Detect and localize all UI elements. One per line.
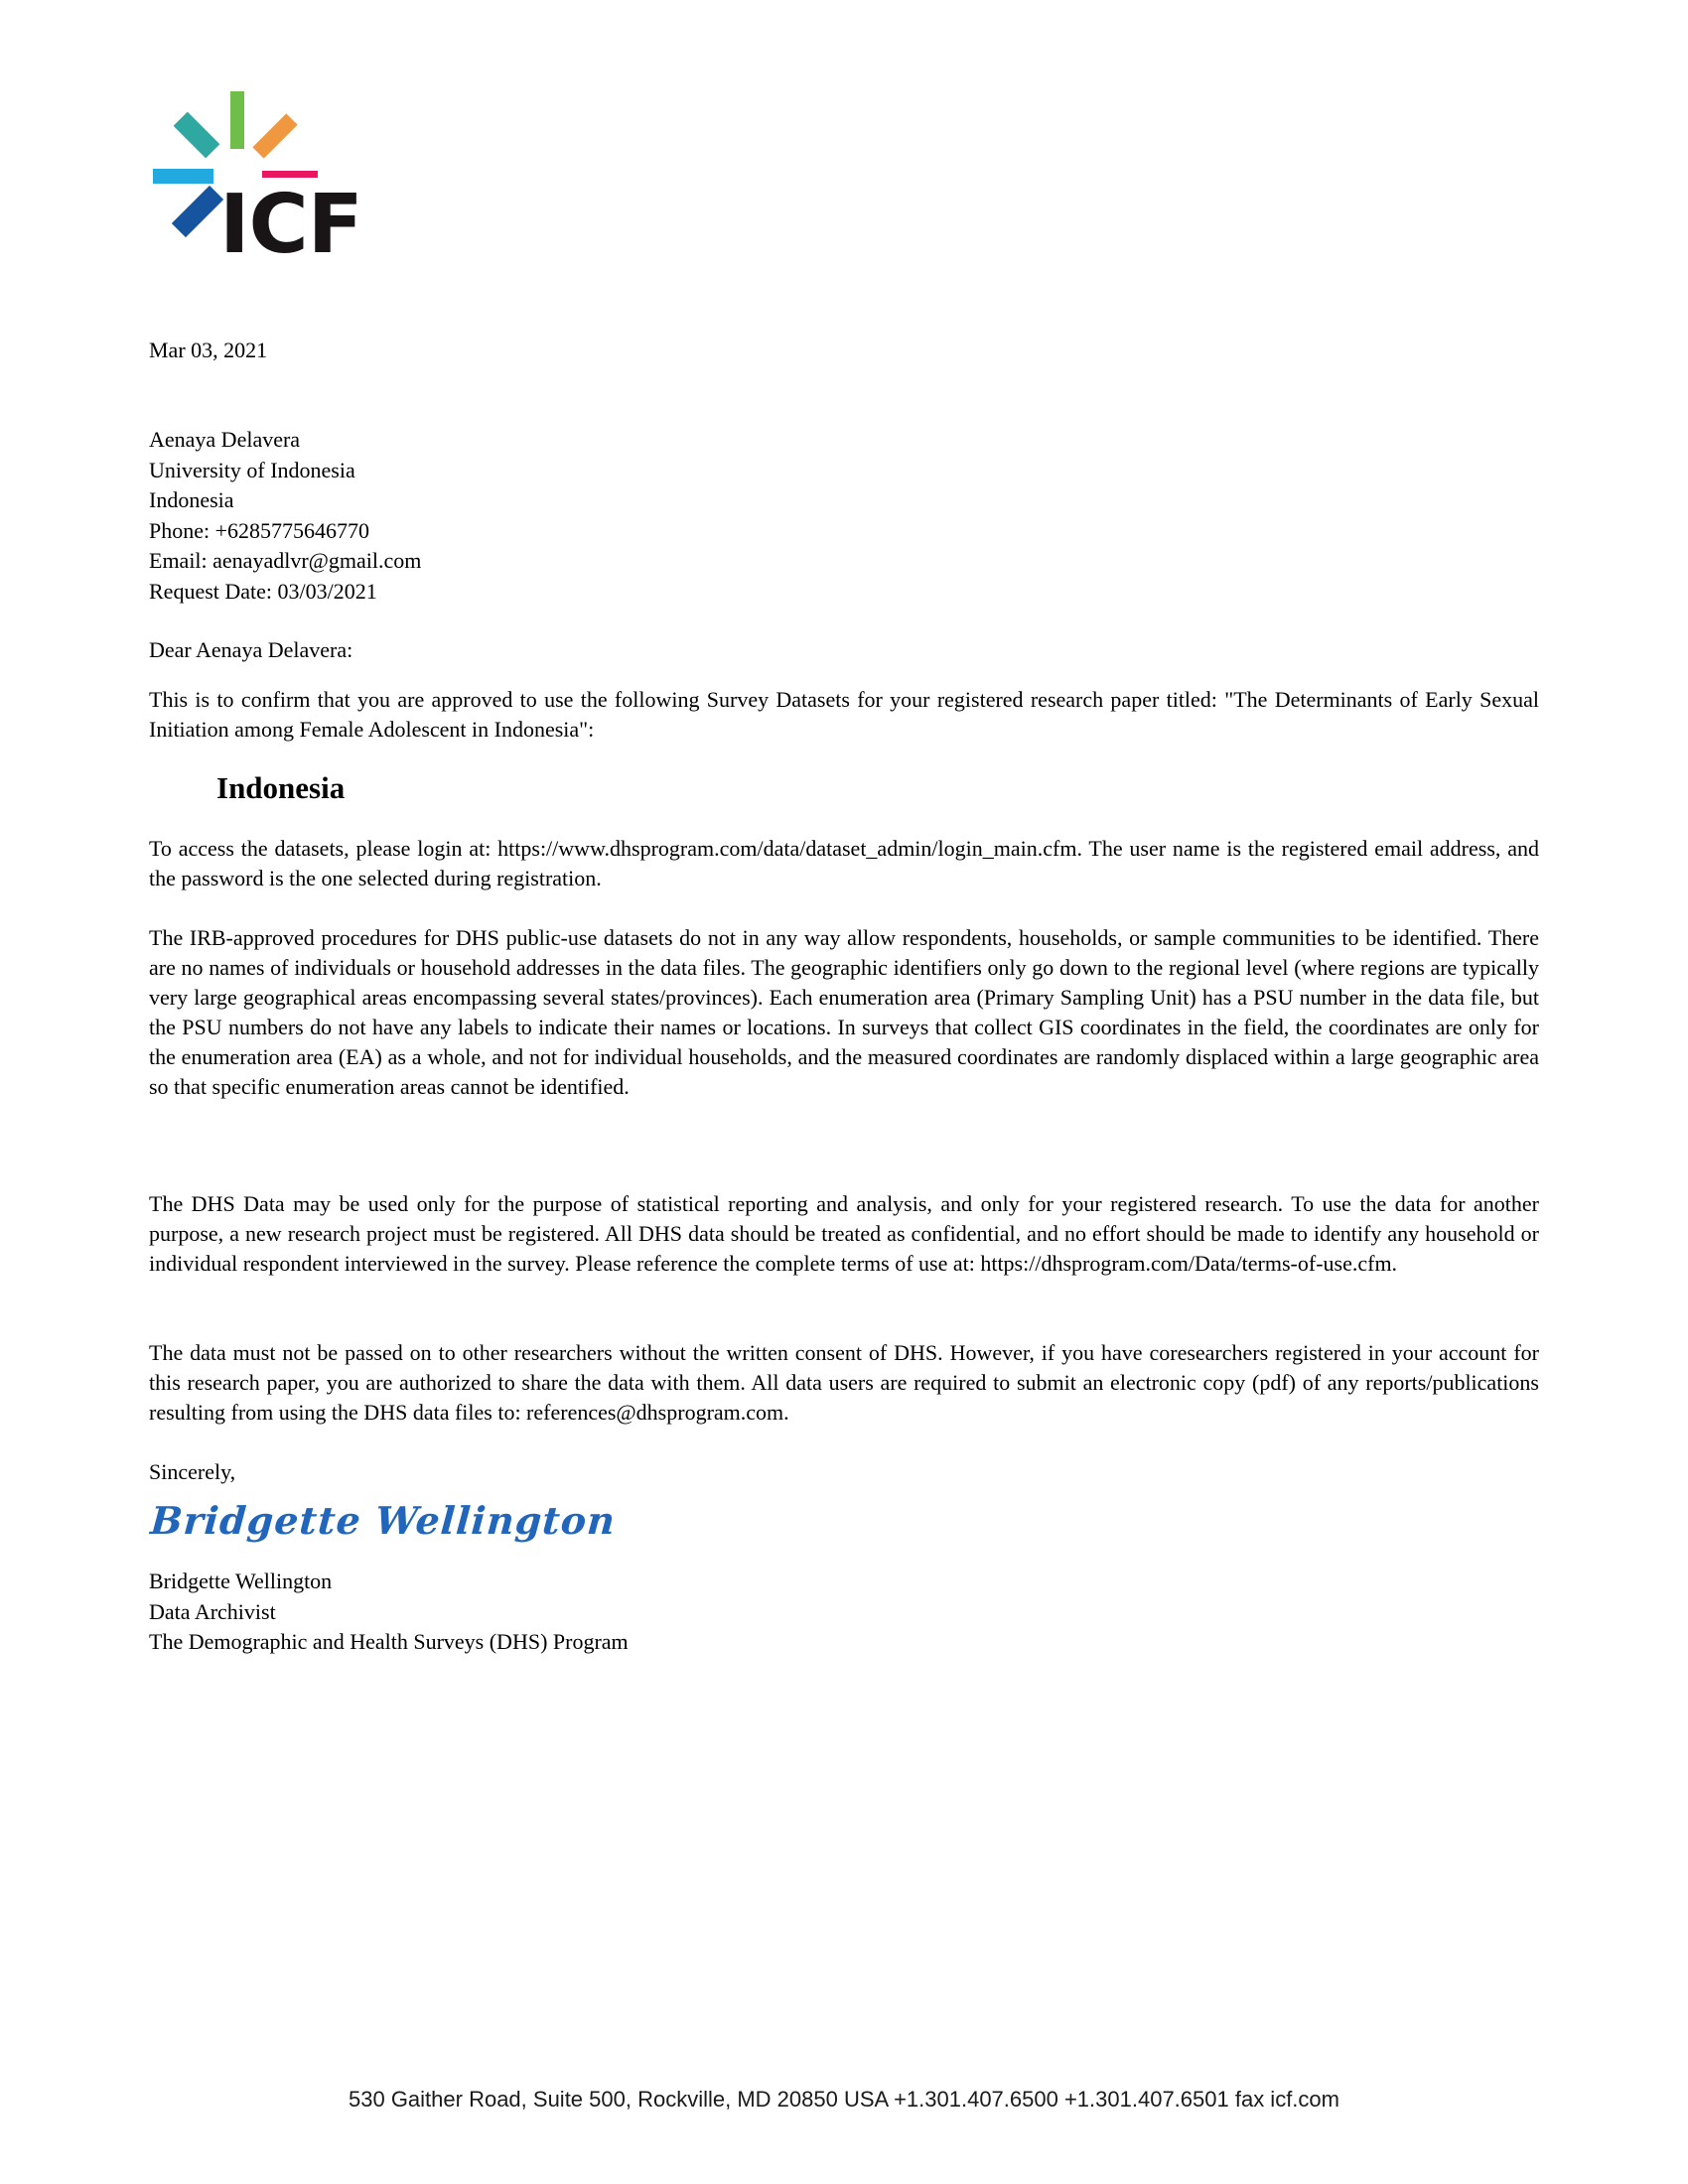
logo-ray-pink-icon <box>262 171 318 178</box>
paragraph-access-instructions: To access the datasets, please login at: https://www.dhsprogram.com/data/dataset_admin/login_main.cfm. The user name is the registered email address, and the password is the one selected during registration. <box>149 836 1539 890</box>
footer-address: 530 Gaither Road, Suite 500, Rockville, MD 20850 USA +1.301.407.6500 +1.301.407.6501 fax icf.com <box>349 2087 1339 2112</box>
logo-ray-lightblue-icon <box>153 169 213 184</box>
logo-ray-darkblue-icon <box>172 186 223 237</box>
recipient-email: Email: aenayadlvr@gmail.com <box>149 548 422 573</box>
handwritten-signature: Bridgette Wellington <box>149 1498 618 1543</box>
logo-wordmark: ICF <box>219 178 362 272</box>
logo-ray-green-icon <box>230 91 244 149</box>
approved-dataset-name: Indonesia <box>216 770 346 805</box>
recipient-request-date: Request Date: 03/03/2021 <box>149 578 377 604</box>
recipient-country: Indonesia <box>149 487 234 512</box>
recipient-block <box>149 425 1539 607</box>
salutation: Dear Aenaya Delavera: <box>149 637 353 662</box>
letter-date: Mar 03, 2021 <box>149 338 268 362</box>
paragraph-data-sharing: The data must not be passed on to other researchers without the written consent of DHS. However, if you have coresearchers registered in your account for this research paper, you are authorized to share the data with them. All data users are required to submit an electronic copy (pdf) of any reports/publications resulting from using the DHS data files to: references@dhsprogram.com. <box>149 1340 1539 1425</box>
logo-ray-orange-icon <box>252 113 297 158</box>
recipient-institution: University of Indonesia <box>149 457 355 482</box>
signer-block <box>149 1567 1539 1658</box>
paragraph-confirmation: This is to confirm that you are approved to use the following Survey Datasets for your registered research paper titled: "The Determinants of Early Sexual Initiation among Female Adolescent in Indonesia": <box>149 687 1539 742</box>
signer-title: Data Archivist <box>149 1598 276 1624</box>
recipient-phone: Phone: +6285775646770 <box>149 517 370 543</box>
closing-salutation: Sincerely, <box>149 1459 236 1484</box>
signer-name: Bridgette Wellington <box>149 1569 333 1593</box>
paragraph-irb-procedures: The IRB-approved procedures for DHS public-use datasets do not in any way allow respondents, households, or sample communities to be identified. There are no names of individuals or household addresses in the data files. The geographic identifiers only go down to the regional level (where regions are typically very large geographical areas encompassing several states/provinces). Each enumeration area (Primary Sampling Unit) has a PSU number in the data file, but the PSU numbers do not have any labels to indicate their names or locations. In surveys that collect GIS coordinates in the field, the coordinates are only for the enumeration area (EA) as a whole, and not for individual households, and the measured coordinates are randomly displaced within a large geographic area so that specific enumeration areas cannot be identified. <box>149 925 1539 1099</box>
logo-ray-teal-icon <box>174 112 220 159</box>
paragraph-usage-terms: The DHS Data may be used only for the purpose of statistical reporting and analysis, and only for your registered research. To use the data for another purpose, a new research project must be registered. All DHS data should be treated as confidential, and no effort should be made to identify any household or individual respondent interviewed in the survey. Please reference the complete terms of use at: https://dhsprogram.com/Data/terms-of-use.cfm. <box>149 1191 1539 1276</box>
signer-organization: The Demographic and Health Surveys (DHS) Program <box>149 1629 629 1654</box>
icf-logo <box>0 0 417 288</box>
recipient-name: Aenaya Delavera <box>149 427 301 452</box>
